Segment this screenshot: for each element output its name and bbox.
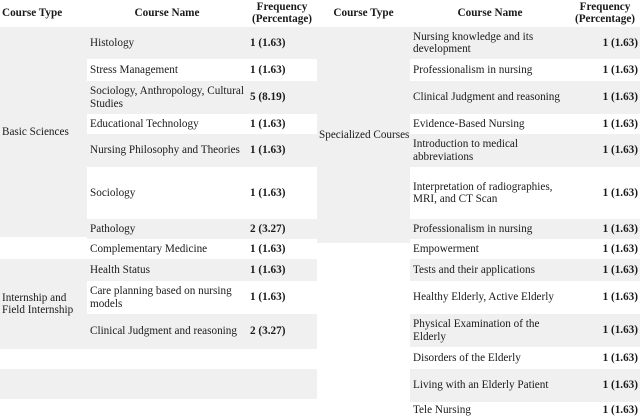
cell-text: 2 (3.27): [250, 222, 286, 235]
table-row-freq: [575, 81, 640, 114]
table-row-name: [87, 134, 247, 167]
table-row-freq: [575, 114, 640, 134]
course-type-label: Specialized Courses: [319, 128, 410, 141]
table-row-name: [410, 219, 575, 239]
cell-text: Stress Management: [90, 63, 178, 76]
table-row-name: [87, 239, 247, 259]
header-course-name-left: [87, 0, 247, 27]
table-row-freq: [575, 369, 640, 402]
cell-text: 1 (1.63): [602, 63, 638, 76]
header-label: Course Name: [457, 7, 523, 20]
table-row-freq: [575, 314, 640, 347]
header-label: Course Type: [2, 7, 63, 20]
cell-text: Sociology, Anthropology, Cultural Studies: [90, 85, 244, 110]
cell-text: Nursing knowledge and its development: [413, 30, 534, 55]
table-row-name: [410, 134, 575, 167]
cell-text: 1 (1.63): [602, 404, 638, 417]
table-row-freq: [247, 281, 317, 314]
cell-text: Professionalism in nursing: [413, 63, 533, 76]
header-label: Frequency: [256, 1, 308, 13]
group-spacer: [0, 237, 87, 259]
left-empty-row: [0, 349, 87, 369]
cell-text: Interpretation of radiographies, MRI, and CT Scan: [413, 180, 553, 205]
cell-text: 1 (1.63): [250, 36, 286, 49]
cell-text: 2 (3.27): [250, 325, 286, 338]
course-type-label: Basic Sciences: [2, 125, 69, 138]
table-row-name: [87, 281, 247, 314]
table-row-name: [410, 369, 575, 402]
table-row-name: [87, 81, 247, 114]
cell-text: 1 (1.63): [602, 379, 638, 392]
table-row-freq: [575, 167, 640, 219]
cell-text: 1 (1.63): [250, 144, 286, 157]
table-row-freq: [247, 114, 317, 134]
cell-text: 1 (1.63): [602, 351, 638, 364]
right-type-empty: [317, 243, 410, 419]
cell-text: 1 (1.63): [250, 117, 286, 130]
table-row-freq: [247, 314, 317, 349]
left-empty-row: [87, 349, 317, 369]
cell-text: 1 (1.63): [250, 186, 286, 199]
table-row-name: [87, 59, 247, 81]
cell-text: Histology: [90, 36, 135, 49]
cell-text: 1 (1.63): [250, 291, 286, 304]
cell-text: Pathology: [90, 222, 136, 235]
cell-text: Physical Examination of the Elderly: [413, 318, 540, 343]
cell-text: Healthy Elderly, Active Elderly: [413, 291, 554, 304]
table-row-freq: [247, 59, 317, 81]
cell-text: Disorders of the Elderly: [413, 351, 521, 364]
header-course-type-right: [317, 0, 410, 27]
table-row-name: [410, 281, 575, 314]
left-empty-row: [0, 369, 317, 399]
cell-text: Tele Nursing: [413, 404, 471, 417]
table-row-name: [410, 402, 575, 419]
table-row-freq: [247, 167, 317, 219]
table-row-name: [410, 27, 575, 59]
table-row-freq: [247, 134, 317, 167]
cell-text: 1 (1.63): [602, 291, 638, 304]
table-row-name: [410, 59, 575, 81]
group-specialized-courses: [317, 27, 410, 243]
table-row-name: [410, 81, 575, 114]
header-frequency-right: [570, 0, 640, 27]
table-row-name: [87, 167, 247, 219]
cell-text: 1 (1.63): [602, 186, 638, 199]
cell-text: Professionalism in nursing: [413, 222, 533, 235]
cell-text: Care planning based on nursing models: [90, 285, 232, 310]
table-row-name: [87, 27, 247, 59]
cell-text: 1 (1.63): [602, 91, 638, 104]
cell-text: 1 (1.63): [602, 324, 638, 337]
cell-text: 1 (1.63): [250, 263, 286, 276]
cell-text: Educational Technology: [90, 117, 199, 130]
table-row-freq: [247, 259, 317, 281]
header-frequency-left: [247, 0, 317, 27]
cell-text: Empowerment: [413, 242, 479, 255]
table-row-freq: [575, 219, 640, 239]
table-row-name: [87, 219, 247, 239]
table-row-freq: [247, 27, 317, 59]
table-row-freq: [247, 239, 317, 259]
cell-text: Complementary Medicine: [90, 242, 208, 255]
header-label: (Percentage): [251, 12, 313, 25]
cell-text: Tests and their applications: [413, 263, 535, 276]
header-label: Frequency: [579, 1, 631, 13]
cell-text: Introduction to medical abbreviations: [413, 138, 519, 163]
cell-text: Evidence-Based Nursing: [413, 117, 525, 130]
cell-text: 1 (1.63): [250, 242, 286, 255]
table-row-freq: [575, 259, 640, 281]
table-row-freq: [575, 402, 640, 419]
cell-text: Nursing Philosophy and Theories: [90, 144, 240, 157]
table-row-freq: [575, 239, 640, 259]
cell-text: 1 (1.63): [250, 63, 286, 76]
table-row-freq: [247, 81, 317, 114]
left-empty-row: [0, 399, 317, 419]
table-row-name: [410, 114, 575, 134]
cell-text: 5 (8.19): [250, 91, 286, 104]
cell-text: Clinical Judgment and reasoning: [90, 325, 237, 338]
header-label: Course Type: [333, 7, 394, 20]
cell-text: 1 (1.63): [602, 117, 638, 130]
cell-text: 1 (1.63): [602, 242, 638, 255]
group-internship: [0, 259, 87, 349]
cell-text: Clinical Judgment and reasoning: [413, 91, 560, 104]
header-course-type-left: [0, 0, 87, 27]
cell-text: 1 (1.63): [602, 222, 638, 235]
cell-text: Health Status: [90, 263, 150, 276]
table-row-freq: [575, 134, 640, 167]
cell-text: Sociology: [90, 186, 136, 199]
course-type-label: Internship and Field Internship: [2, 291, 74, 316]
table-row-name: [410, 314, 575, 347]
cell-text: 1 (1.63): [602, 144, 638, 157]
group-basic-sciences: [0, 27, 87, 237]
cell-text: Living with an Elderly Patient: [413, 379, 549, 392]
table-row-name: [87, 314, 247, 349]
table-row-freq: [247, 219, 317, 239]
table-row-name: [87, 259, 247, 281]
cell-text: 1 (1.63): [602, 36, 638, 49]
cell-text: 1 (1.63): [602, 263, 638, 276]
table-row-freq: [575, 281, 640, 314]
table-row-name: [410, 347, 575, 369]
table-row-name: [410, 167, 575, 219]
table-row-freq: [575, 27, 640, 59]
table-row-freq: [575, 59, 640, 81]
header-label: Course Name: [134, 7, 200, 20]
table-row-name: [410, 259, 575, 281]
table-row-name: [87, 114, 247, 134]
header-label: (Percentage): [574, 12, 636, 25]
table-row-name: [410, 239, 575, 259]
header-course-name-right: [410, 0, 570, 27]
table-row-freq: [575, 347, 640, 369]
